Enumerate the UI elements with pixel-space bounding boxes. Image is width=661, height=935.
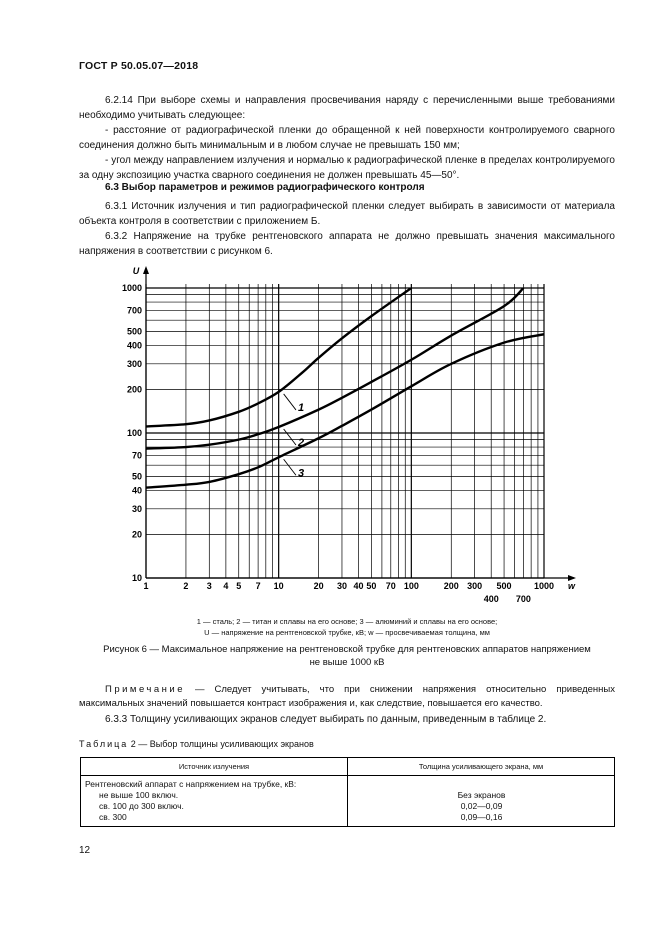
note-label: Примечание [105, 684, 185, 695]
x-tick-label: 50 [366, 581, 377, 591]
thickness-cell [348, 776, 615, 827]
x-tick-label: 1000 [533, 581, 555, 591]
col-header-thickness: Толщина усиливающего экрана, мм [348, 758, 615, 776]
page-number: 12 [79, 845, 91, 856]
source-option: св. 300 [99, 812, 127, 822]
bullet-angle: - угол между направлением излучения и нормалью к радиографической пленке в пределах контролируемого за одну экспозицию участка сварного соединения не должен превышать 45—50°. [79, 155, 615, 181]
figure-caption-line1: Рисунок 6 — Максимальное напряжение на рентгеновской трубке для рентгеновских аппаратов напряжением [103, 644, 591, 655]
y-tick-label: 70 [131, 450, 142, 461]
x-tick-label: 4 [223, 581, 229, 591]
section-6-3-body [79, 199, 615, 259]
x-tick-label: 1 [143, 581, 149, 591]
screen-thickness-table [80, 757, 615, 827]
y-axis-arrow [143, 266, 149, 274]
x-axis-label: w [568, 581, 576, 591]
y-tick-label: 100 [126, 428, 142, 438]
legend-line-materials: 1 — сталь; 2 — титан и сплавы на его основе; 3 — алюминий и сплавы на его основе; [196, 617, 498, 626]
figure-caption [79, 643, 615, 669]
figure-6-chart [118, 262, 576, 617]
table-header-row [81, 758, 615, 776]
note-block [79, 683, 615, 711]
y-tick-label: 300 [126, 358, 142, 369]
x-tick-label: 100 [403, 581, 419, 591]
section-heading-6-3: 6.3 Выбор параметров и режимов радиографического контроля [105, 182, 425, 193]
thickness-value: 0,09—0,16 [460, 812, 503, 822]
x-tick-label: 200 [443, 581, 459, 591]
y-tick-label: 40 [131, 485, 142, 496]
curve-label-1: 1 [297, 401, 305, 414]
paragraph-6-3-1: 6.3.1 Источник излучения и тип радиографической пленки следует выбирать в зависимости от материала объекта контроля в соответствии с приложением Б. [79, 201, 615, 227]
paragraph-6-3-3: 6.3.3 Толщину усиливающих экранов следует выбирать по данным, приведенным в таблице 2. [105, 714, 547, 725]
x-tick-label: 20 [313, 581, 324, 591]
table-2-caption [79, 739, 314, 749]
source-title: Рентгеновский аппарат с напряжением на трубке, кВ: [85, 779, 297, 789]
x-tick-label: 7 [255, 581, 261, 591]
source-option: не выше 100 включ. [99, 790, 179, 800]
curve-label-2: 2 [297, 436, 305, 449]
paragraph-6-2-14: 6.2.14 При выборе схемы и направления просвечивания наряду с перечисленными выше требованиями необходимо учитывать следующее: [79, 95, 615, 121]
curve-leader-2 [284, 429, 296, 445]
x-tick-label-lower: 700 [515, 594, 531, 604]
legend-line-axes: U — напряжение на рентгеновской трубке, кВ; w — просвечиваемая толщина, мм [204, 628, 490, 637]
curve-2 [146, 288, 523, 449]
x-tick-label: 70 [385, 581, 396, 591]
thickness-value: Без экранов [457, 790, 506, 800]
x-tick-label: 500 [496, 581, 512, 591]
table-label: Таблица [79, 739, 129, 749]
x-tick-label: 30 [336, 581, 347, 591]
y-tick-label: 30 [131, 503, 142, 514]
source-option: св. 100 до 300 включ. [99, 801, 184, 811]
y-tick-label: 500 [126, 326, 142, 337]
bullet-distance: - расстояние от радиографической пленки до обращенной к ней поверхности контролируемого сварного соединения должно быть минимальным и в любом случае не превышать 150 мм; [79, 125, 615, 151]
y-tick-label: 400 [126, 340, 142, 351]
curve-leader-3 [284, 459, 296, 475]
note-text: — Следует учитывать, что при снижении напряжения относительно приведенных максимальных значений повышается контраст изображения и, как следствие, повышается его качество. [79, 684, 615, 709]
curve-label-3: 3 [297, 467, 305, 480]
figure-caption-line2: не выше 1000 кВ [309, 657, 385, 668]
figure-legend [79, 616, 615, 638]
section-6-2-14 [79, 93, 615, 183]
y-tick-label: 20 [131, 529, 142, 540]
y-tick-label: 10 [131, 573, 142, 583]
curve-3 [146, 334, 544, 487]
col-header-source: Источник излучения [81, 758, 348, 776]
thickness-value: 0,02—0,09 [460, 801, 503, 811]
standard-header: ГОСТ Р 50.05.07—2018 [79, 60, 199, 72]
x-tick-label-lower: 400 [483, 594, 499, 604]
paragraph-6-3-2: 6.3.2 Напряжение на трубке рентгеновского аппарата не должно превышать значения максимального напряжения в соответствии с рисунком 6. [79, 231, 615, 257]
y-tick-label: 1000 [121, 283, 142, 293]
x-tick-label: 3 [206, 581, 212, 591]
x-tick-label: 300 [467, 581, 483, 591]
x-tick-label: 5 [236, 581, 242, 591]
x-tick-label: 2 [183, 581, 189, 591]
voltage-chart-svg [118, 262, 576, 612]
y-tick-label: 50 [131, 471, 142, 482]
table-row [81, 776, 615, 827]
source-cell [81, 776, 348, 827]
x-tick-label: 10 [273, 581, 284, 591]
y-tick-label: 700 [126, 305, 142, 316]
curve-leader-1 [284, 394, 296, 410]
y-axis-label: U [132, 266, 140, 276]
y-tick-label: 200 [126, 384, 142, 395]
x-tick-label: 40 [353, 581, 364, 591]
table-caption-text: 2 — Выбор толщины усиливающих экранов [128, 739, 314, 749]
